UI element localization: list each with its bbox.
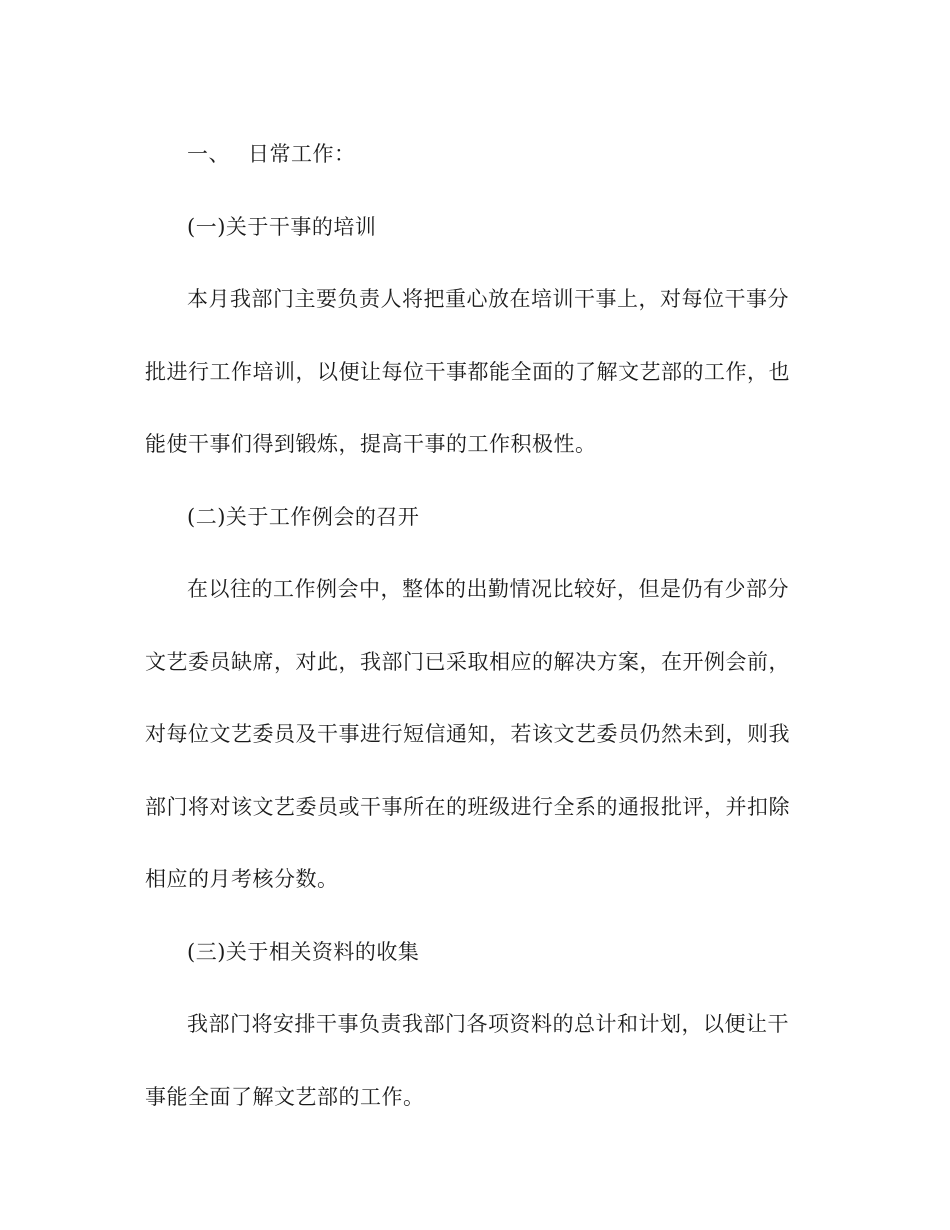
- section-title: 日常工作：: [248, 142, 356, 166]
- paragraph-3-line-1: 我部门将安排干事负责我部门各项资料的总计和计划，以便让干: [187, 1012, 789, 1036]
- paragraph-2-line-2: 文艺委员缺席，对此，我部门已采取相应的解决方案，在开例会前，: [145, 649, 790, 674]
- paragraph-2-line-4: 部门将对该文艺委员或干事所在的班级进行全系的通报批评，并扣除: [145, 794, 790, 819]
- section-number: 一、: [187, 142, 230, 166]
- document-body: [145, 118, 805, 1133]
- paragraph-3-line-2: 事能全面了解文艺部的工作。: [145, 1084, 425, 1109]
- paragraph-1-line-1: 本月我部门主要负责人将把重心放在培训干事上，对每位干事分: [187, 287, 789, 311]
- subsection-heading-2: (二)关于工作例会的召开: [187, 504, 420, 529]
- paragraph-1-line-2: 批进行工作培训，以便让每位干事都能全面的了解文艺部的工作，也: [145, 359, 790, 384]
- subsection-heading-1: (一)关于干事的培训: [187, 214, 377, 239]
- section-heading: [145, 118, 805, 191]
- subsection-heading-3: (三)关于相关资料的收集: [187, 939, 420, 964]
- paragraph-2-line-1: 在以往的工作例会中，整体的出勤情况比较好，但是仍有少部分: [187, 577, 789, 601]
- paragraph-2-line-3: 对每位文艺委员及干事进行短信通知，若该文艺委员仍然未到，则我: [145, 722, 790, 746]
- paragraph-1-line-3: 能使干事们得到锻炼，提高干事的工作积极性。: [145, 432, 597, 456]
- paragraph-2-line-5: 相应的月考核分数。: [145, 867, 339, 891]
